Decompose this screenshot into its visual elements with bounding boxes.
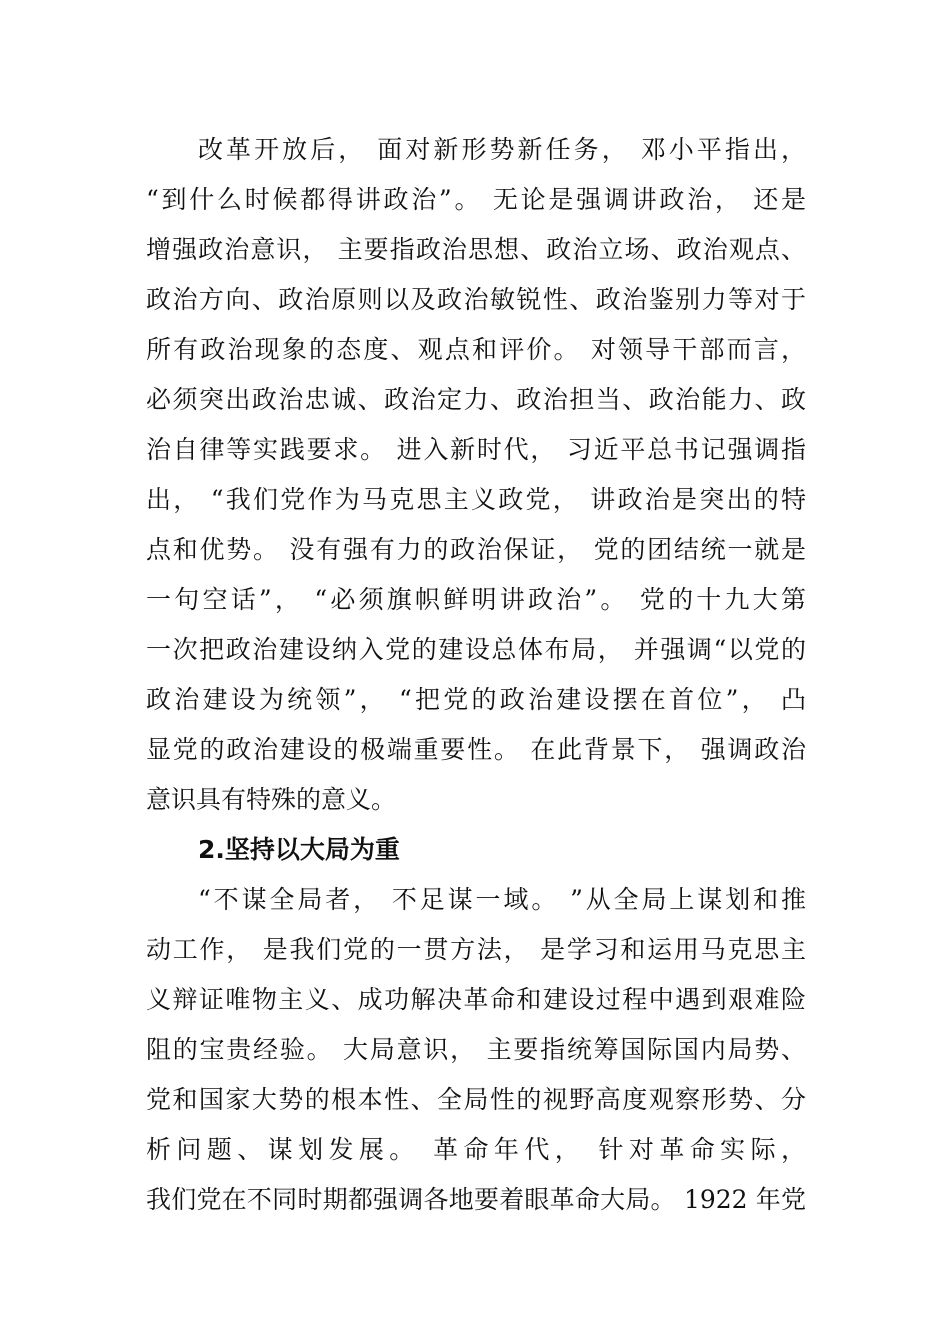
paragraph1-line-7: 治自律等实践要求。 进入新时代， 习近平总书记强调指 xyxy=(146,435,806,464)
paragraph2-line-1: “不谋全局者， 不足谋一域。 ”从全局上谋划和推 xyxy=(198,885,806,914)
paragraph1-line-3: 增强政治意识， 主要指政治思想、政治立场、政治观点、 xyxy=(146,235,806,264)
paragraph1-line-10: 一句空话”， “必须旗帜鲜明讲政治”。 党的十九大第 xyxy=(146,585,806,614)
section-heading: 2.坚持以大局为重 xyxy=(198,835,400,864)
paragraph1-line-5: 所有政治现象的态度、观点和评价。 对领导干部而言， xyxy=(146,335,806,364)
paragraph2-line-6: 析问题、谋划发展。 革命年代， 针对革命实际， xyxy=(146,1135,806,1164)
paragraph2-line-2: 动工作， 是我们党的一贯方法， 是学习和运用马克思主 xyxy=(146,935,806,964)
paragraph1-line-12: 政治建设为统领”， “把党的政治建设摆在首位”， 凸 xyxy=(146,685,806,714)
paragraph1-line-13: 显党的政治建设的极端重要性。 在此背景下， 强调政治 xyxy=(146,735,806,764)
paragraph1-line-1: 改革开放后， 面对新形势新任务， 邓小平指出， xyxy=(198,135,806,164)
paragraph2-line-5: 党和国家大势的根本性、全局性的视野高度观察形势、分 xyxy=(146,1085,806,1114)
paragraph2-line-4: 阻的宝贵经验。 大局意识， 主要指统筹国际国内局势、 xyxy=(146,1035,806,1064)
paragraph2-line-7: 我们党在不同时期都强调各地要着眼革命大局。 1922 年党 xyxy=(146,1185,806,1214)
paragraph1-line-8: 出， “我们党作为马克思主义政党， 讲政治是突出的特 xyxy=(146,485,806,514)
paragraph2-line-3: 义辩证唯物主义、成功解决革命和建设过程中遇到艰难险 xyxy=(146,985,806,1014)
paragraph1-line-11: 一次把政治建设纳入党的建设总体布局， 并强调“以党的 xyxy=(146,635,806,664)
paragraph1-line-2: “到什么时候都得讲政治”。 无论是强调讲政治， 还是 xyxy=(146,185,806,214)
paragraph1-line-14: 意识具有特殊的意义。 xyxy=(146,785,397,814)
paragraph1-line-4: 政治方向、政治原则以及政治敏锐性、政治鉴别力等对于 xyxy=(146,285,806,314)
paragraph1-line-6: 必须突出政治忠诚、政治定力、政治担当、政治能力、政 xyxy=(146,385,806,414)
paragraph1-line-9: 点和优势。 没有强有力的政治保证， 党的团结统一就是 xyxy=(146,535,806,564)
